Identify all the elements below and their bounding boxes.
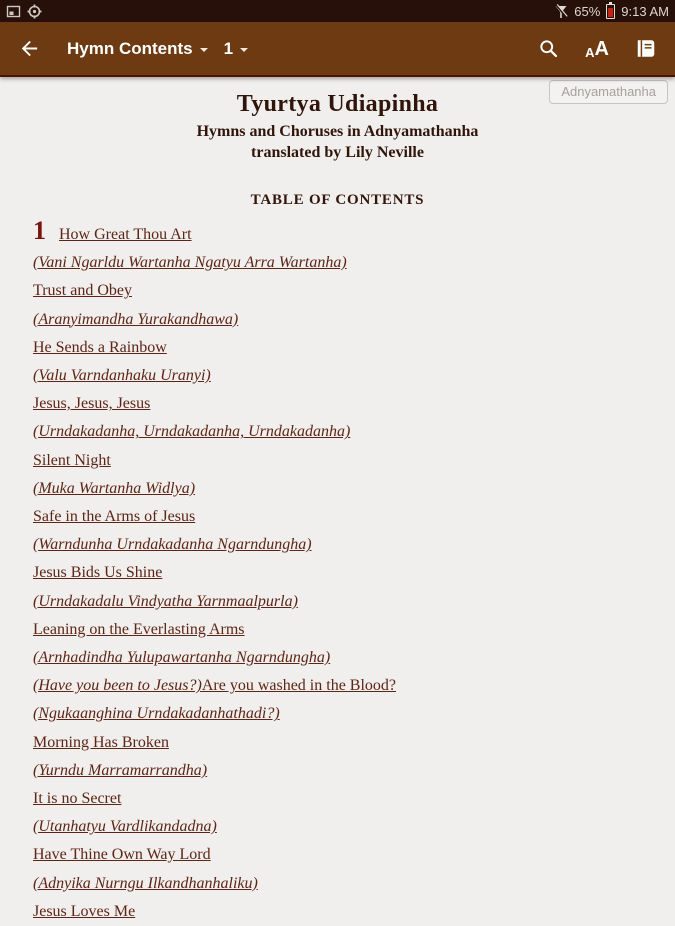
language-badge[interactable]: Adnyamathanha [549, 80, 668, 104]
toc-row [33, 531, 675, 559]
toc-row [33, 306, 675, 334]
toc-row [33, 334, 675, 362]
battery-icon [606, 4, 615, 19]
toc-link[interactable]: Have Thine Own Way Lord [33, 846, 211, 864]
toc-link[interactable]: It is no Secret [33, 790, 122, 808]
toc-list [0, 217, 675, 926]
toc-row [33, 217, 675, 249]
toc-link[interactable]: Safe in the Arms of Jesus [33, 508, 196, 526]
toc-link[interactable]: Leaning on the Everlasting Arms [33, 620, 245, 638]
toc-row [33, 559, 675, 587]
toc-row [33, 418, 675, 446]
toc-link[interactable]: (Adnyika Nurngu Ilkandhanhaliku) [33, 874, 258, 892]
signal-off-icon [554, 4, 568, 19]
hymn-number: 1 [33, 216, 46, 245]
toc-link[interactable]: How Great Thou Art [59, 226, 192, 243]
toc-row [33, 870, 675, 898]
toc-link[interactable]: (Yurndu Marramarrandha) [33, 761, 208, 779]
toc-row [33, 672, 675, 700]
toc-row [33, 785, 675, 813]
page-subtitle-line2: translated by Lily Neville [251, 144, 424, 161]
toc-link[interactable]: (Vani Ngarldu Wartanha Ngatyu Arra Wartanha) [33, 254, 347, 272]
app-bar-left [18, 37, 248, 60]
toc-row [33, 898, 675, 926]
toc-row [33, 841, 675, 869]
toc-heading: TABLE OF CONTENTS [250, 192, 425, 208]
page-title: Tyurtya Udiapinha [236, 91, 439, 117]
chevron-down-icon [200, 48, 208, 52]
toc-row [33, 616, 675, 644]
toc-row [33, 475, 675, 503]
toc-row [33, 447, 675, 475]
toc-link[interactable]: Silent Night [33, 451, 111, 469]
font-size-icon-small-a: A [585, 44, 595, 60]
toc-row [33, 390, 675, 418]
toc-link[interactable]: Morning Has Broken [33, 733, 169, 751]
contents-dropdown-label: Hymn Contents [67, 38, 193, 58]
toc-link[interactable]: (Arnhadindha Yulupawartanha Ngarndungha) [33, 649, 331, 667]
status-bar-right [554, 4, 669, 19]
screenshot-icon [6, 4, 21, 19]
toc-link[interactable]: Jesus Loves Me [33, 902, 136, 920]
toc-link[interactable]: (Aranyimandha Yurakandhawa) [33, 310, 239, 328]
toc-link[interactable]: (Muka Wartanha Widlya) [33, 479, 196, 497]
toc-link[interactable]: (Urndakadalu Vindyatha Yarnmaalpurla) [33, 592, 298, 610]
gear-icon [27, 4, 42, 19]
font-size-icon[interactable] [585, 39, 609, 59]
toc-row [33, 277, 675, 305]
page-subtitle [0, 121, 675, 163]
toc-link[interactable]: He Sends a Rainbow [33, 338, 167, 356]
toc-link[interactable]: (Ngukaanghina Urndakadanhathadi?) [33, 705, 280, 723]
content-area [0, 77, 675, 926]
toc-row [33, 729, 675, 757]
toc-row [33, 700, 675, 728]
toc-row [33, 249, 675, 277]
app-bar [0, 22, 675, 77]
toc-link[interactable]: (Have you been to Jesus?)Are you washed in the Blood? [33, 677, 397, 695]
battery-percent: 65% [574, 3, 601, 19]
book-icon[interactable] [635, 38, 657, 59]
app-bar-right [512, 38, 657, 59]
toc-link[interactable]: Jesus, Jesus, Jesus [33, 395, 151, 413]
toc-row [33, 813, 675, 841]
status-bar-left [6, 4, 42, 19]
toc-row [33, 503, 675, 531]
toc-link[interactable]: (Urndakadanha, Urndakadanha, Urndakadanha) [33, 423, 351, 441]
contents-dropdown[interactable] [67, 39, 208, 59]
clock: 9:13 AM [621, 3, 669, 19]
toc-link[interactable]: (Utanhatyu Vardlikandadna) [33, 818, 217, 836]
toc-link-italic-prefix: (Have you been to Jesus?) [33, 677, 202, 695]
toc-row [33, 362, 675, 390]
toc-link[interactable]: (Valu Varndanhaku Uranyi) [33, 367, 211, 385]
hymn-number-dropdown[interactable] [224, 39, 248, 59]
page-subtitle-line1: Hymns and Choruses in Adnyamathanha [196, 123, 479, 140]
toc-link[interactable]: Jesus Bids Us Shine [33, 564, 163, 582]
chevron-down-icon [240, 48, 248, 52]
toc-row [33, 588, 675, 616]
back-button[interactable] [18, 37, 41, 60]
font-size-icon-big-a: A [594, 37, 609, 60]
status-bar [0, 0, 675, 22]
search-icon[interactable] [538, 38, 559, 59]
hymn-number-dropdown-label: 1 [223, 38, 234, 58]
toc-row [33, 644, 675, 672]
toc-link[interactable]: Trust and Obey [33, 282, 132, 300]
toc-row [33, 757, 675, 785]
toc-link[interactable]: (Warndunha Urndakadanha Ngarndungha) [33, 536, 312, 554]
